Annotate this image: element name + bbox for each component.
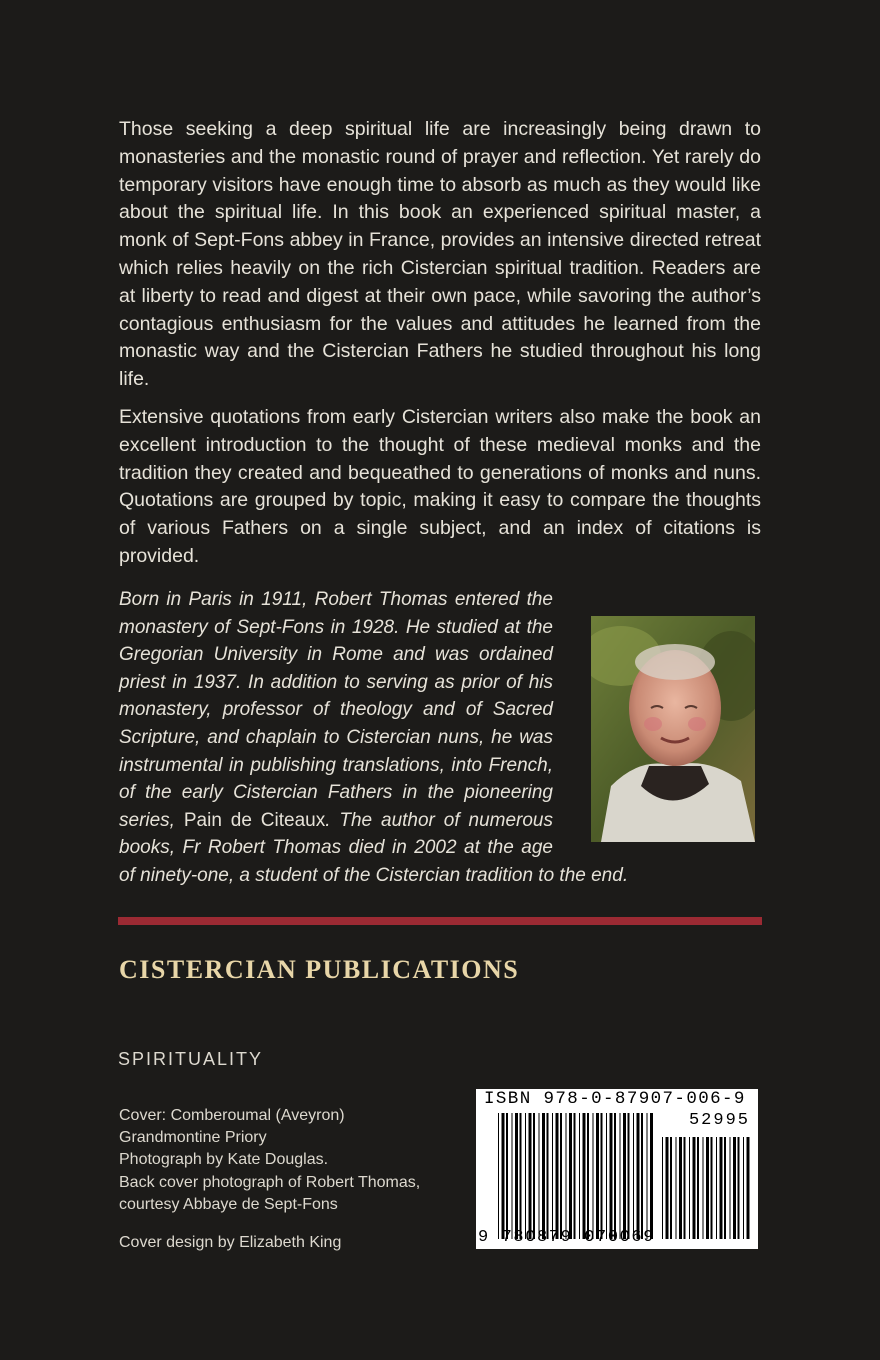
- publisher-name: CISTERCIAN PUBLICATIONS: [119, 955, 520, 984]
- isbn-barcode: [476, 1089, 758, 1249]
- barcode-bar: [703, 1137, 704, 1239]
- barcode-bar: [628, 1113, 630, 1239]
- barcode-bar: [733, 1137, 736, 1239]
- credit-line-5: courtesy Abbaye de Sept-Fons: [119, 1195, 338, 1213]
- barcode-bar: [697, 1137, 699, 1239]
- barcode-bar: [529, 1113, 532, 1239]
- barcode-bar: [633, 1113, 634, 1239]
- credit-line-1: Cover: Comberoumal (Aveyron): [119, 1107, 345, 1124]
- barcode-bar: [684, 1137, 686, 1239]
- credit-line-4: Back cover photograph of Robert Thomas,: [119, 1173, 421, 1191]
- barcode-bar: [533, 1113, 535, 1239]
- barcode-bar: [502, 1113, 505, 1239]
- bio-text-2: . The author of numerous books, Fr Robert Thomas died in 2002 at the age of ninety-one, a student of the Cistercian tradition to the end.: [119, 809, 629, 886]
- cover-credits: [119, 1105, 420, 1216]
- barcode-bar: [724, 1137, 726, 1239]
- category-label: SPIRITUALITY: [118, 1049, 264, 1069]
- bio-text-1: Born in Paris in 1911, Robert Thomas entered the monastery of Sept-Fons in 1928. He studied at the Gregorian University in Rome and was ordained priest in 1937. In addition to serving as prior of his monastery, professor of theology and of Sacred Scripture, and chaplain to Cistercian nuns, he was instrumental in publishing translations, into French, of the early Cistercian Fathers in the pioneering series,: [119, 589, 553, 831]
- barcode-bar: [747, 1137, 750, 1239]
- barcode-bar: [679, 1137, 682, 1239]
- barcode-bar: [647, 1113, 648, 1239]
- barcode-bar: [693, 1137, 696, 1239]
- barcode-bar: [556, 1113, 559, 1239]
- barcode-bar: [706, 1137, 709, 1239]
- author-bio: [119, 586, 761, 890]
- barcode-bar: [512, 1113, 513, 1239]
- barcode-bar: [666, 1137, 669, 1239]
- barcode-bar: [689, 1137, 690, 1239]
- barcode-bar: [587, 1113, 589, 1239]
- barcode-bar: [610, 1113, 613, 1239]
- ean-number: 9 780879 070069: [478, 1228, 656, 1247]
- blurb: [119, 116, 761, 581]
- barcode-bar: [743, 1137, 744, 1239]
- barcode-bar: [596, 1113, 599, 1239]
- barcode-bar: [641, 1113, 643, 1239]
- barcode-bar: [520, 1113, 522, 1239]
- barcode-bar: [498, 1113, 499, 1239]
- barcode-bar: [515, 1113, 518, 1239]
- barcode-bar: [662, 1137, 663, 1239]
- barcode-bar: [676, 1137, 677, 1239]
- barcode-bar: [552, 1113, 553, 1239]
- barcode-bar: [716, 1137, 717, 1239]
- barcode-bar: [560, 1113, 562, 1239]
- barcode-bar: [620, 1113, 621, 1239]
- barcode-bar: [711, 1137, 713, 1239]
- barcode-bar: [579, 1113, 580, 1239]
- barcode-bar: [583, 1113, 586, 1239]
- barcode-bar: [650, 1113, 653, 1239]
- barcode-bar: [566, 1113, 567, 1239]
- barcode-bar: [606, 1113, 607, 1239]
- blurb-paragraph-1: Those seeking a deep spiritual life are increasingly being drawn to monasteries and the monastic round of prayer and reflection. Yet rarely do temporary visitors have enough time to absorb as much as they would like about the spiritual life. In this book an experienced spiritual master, a monk of Sept-Fons abbey in France, provides an intensive directed retreat which relies heavily on the rich Cistercian spiritual tradition. Readers are at liberty to read and digest at their own pace, while savoring the author’s contagious enthusiasm for the values and attitudes he learned from the monastic way and the Cistercian Fathers he studied throughout his long life.: [119, 118, 761, 391]
- bio-series-title: Pain de Citeaux: [183, 809, 326, 831]
- price-code: 52995: [688, 1111, 750, 1130]
- barcode-bar: [506, 1113, 508, 1239]
- barcode-bar: [601, 1113, 603, 1239]
- barcode-bar: [547, 1113, 549, 1239]
- isbn-number: ISBN 978-0-87907-006-9: [484, 1089, 746, 1109]
- barcode-bar: [623, 1113, 626, 1239]
- barcode-bar: [738, 1137, 740, 1239]
- barcode-bar: [730, 1137, 731, 1239]
- barcode-bar: [542, 1113, 545, 1239]
- barcode-bar: [525, 1113, 526, 1239]
- barcode-bar: [720, 1137, 723, 1239]
- barcode-bar: [670, 1137, 672, 1239]
- blurb-paragraph-2: Extensive quotations from early Cistercian writers also make the book an excellent introduction to the thought of these medieval monks and the tradition they created and bequeathed to generations of monks and nuns. Quotations are grouped by topic, making it easy to compare the thoughts of various Fathers on a single subject, and an index of citations is provided.: [119, 405, 761, 567]
- barcode-bar: [593, 1113, 594, 1239]
- barcode-bar: [574, 1113, 576, 1239]
- barcode-bar: [614, 1113, 616, 1239]
- credit-line-2: Grandmontine Priory: [119, 1129, 267, 1147]
- author-photo: [591, 616, 755, 842]
- divider-rule: [118, 917, 762, 925]
- design-credit: Cover design by Elizabeth King: [119, 1234, 342, 1251]
- barcode-bar: [569, 1113, 572, 1239]
- portrait-image: [591, 616, 755, 842]
- barcode-bar: [539, 1113, 540, 1239]
- barcode-bar: [637, 1113, 640, 1239]
- credit-line-3: Photograph by Kate Douglas.: [119, 1151, 329, 1169]
